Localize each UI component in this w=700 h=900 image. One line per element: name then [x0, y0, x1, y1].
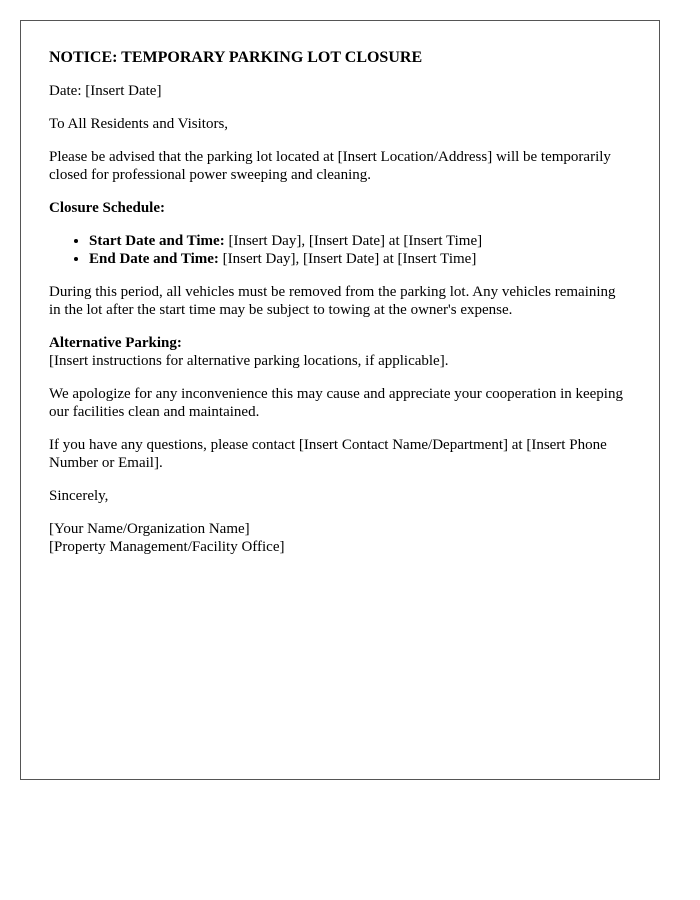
schedule-heading: Closure Schedule: [49, 200, 165, 216]
contact-paragraph: If you have any questions, please contact [Insert Contact Name/Department] at [Insert Phone Number or Email]. [49, 437, 607, 471]
schedule-list [49, 232, 629, 268]
schedule-start-value: [Insert Day], [Insert Date] at [Insert Time] [224, 233, 483, 249]
notice-body [49, 48, 629, 556]
signature-block [49, 520, 629, 556]
salutation: To All Residents and Visitors, [49, 116, 229, 132]
alternative-parking-heading: Alternative Parking: [49, 335, 182, 351]
schedule-start-label: Start Date and Time: [89, 233, 225, 249]
schedule-end-label: End Date and Time: [89, 251, 219, 267]
schedule-item-end [89, 250, 629, 268]
closing: Sincerely, [49, 488, 109, 504]
apology-paragraph: We apologize for any inconvenience this may cause and appreciate your cooperation in keeping our facilities clean and maintained. [49, 386, 623, 420]
intro-paragraph: Please be advised that the parking lot located at [Insert Location/Address] will be temporarily closed for professional power sweeping and cleaning. [49, 149, 611, 183]
alternative-parking-text: [Insert instructions for alternative parking locations, if applicable]. [49, 353, 449, 369]
notice-title: NOTICE: TEMPORARY PARKING LOT CLOSURE [49, 49, 423, 66]
vehicles-paragraph: During this period, all vehicles must be removed from the parking lot. Any vehicles remaining in the lot after the start time may be subject to towing at the owner's expense. [49, 284, 616, 318]
date-line: Date: [Insert Date] [49, 83, 162, 99]
signature-office: [Property Management/Facility Office] [49, 539, 285, 555]
schedule-end-value: [Insert Day], [Insert Date] at [Insert Time] [218, 251, 477, 267]
schedule-item-start [89, 232, 629, 250]
signature-name: [Your Name/Organization Name] [49, 521, 250, 537]
alternative-parking-block [49, 334, 629, 370]
